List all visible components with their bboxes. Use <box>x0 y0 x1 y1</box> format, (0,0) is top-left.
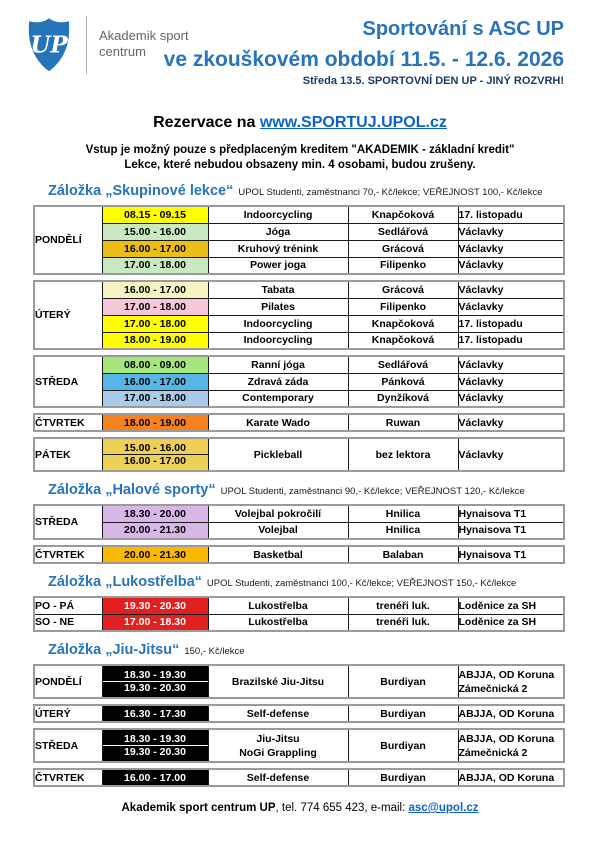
schedule-row <box>34 438 564 471</box>
time-cell <box>102 206 208 223</box>
day-cell: STŘEDA <box>34 729 102 762</box>
time-value: 20.00 - 21.30 <box>124 524 186 537</box>
time-value: 17.00 - 18.00 <box>124 259 186 272</box>
time-cell <box>102 546 208 563</box>
time-value: 16.00 - 17.00 <box>103 454 208 467</box>
time-cell <box>102 414 208 431</box>
time-value: 18.30 - 19.30 <box>124 733 186 745</box>
activity-cell: Pilates <box>208 298 348 315</box>
time-cell <box>102 505 208 522</box>
activity-cell: Volejbal pokročilí <box>208 505 348 522</box>
time-stack <box>103 392 208 404</box>
schedule-row <box>34 769 564 786</box>
time-stack <box>103 524 208 536</box>
time-stack <box>103 442 208 467</box>
time-value: 18.30 - 20.00 <box>124 507 186 520</box>
schedule-row <box>34 240 564 257</box>
day-cell: ÚTERÝ <box>34 281 102 349</box>
section-title-label: Záložka „Lukostřelba“ <box>48 574 202 590</box>
location-lines <box>459 732 564 760</box>
instructor-cell: Filipenko <box>348 298 458 315</box>
header <box>0 0 600 100</box>
time-value: 16.30 - 17.30 <box>124 707 186 720</box>
logo-text-line1: Akademik sport <box>99 28 189 43</box>
activity-cell: Lukostřelba <box>208 597 348 614</box>
schedule-table <box>33 355 565 408</box>
time-value: 08.00 - 09.00 <box>124 358 186 371</box>
schedule-row <box>34 257 564 274</box>
activity-cell: Zdravá záda <box>208 373 348 390</box>
condition-line1: Vstup je možný pouze s předplaceným kreditem "AKADEMIK - základní kredit" <box>85 144 515 156</box>
instructor-cell: Ruwan <box>348 414 458 431</box>
schedule-table <box>33 413 565 432</box>
location-cell: Václavky <box>458 373 564 390</box>
location-cell: Václavky <box>458 390 564 407</box>
time-value: 18.30 - 19.30 <box>124 669 186 681</box>
time-value: 17.00 - 18.00 <box>124 300 186 313</box>
schedule-table <box>33 437 565 472</box>
section-title-label: Záložka „Skupinové lekce“ <box>48 183 234 199</box>
time-value: 18.00 - 19.00 <box>124 416 186 429</box>
day-cell: PO - PÁ <box>34 597 102 614</box>
time-stack <box>103 733 208 758</box>
instructor-cell: Pánková <box>348 373 458 390</box>
location-cell: Loděnice za SH <box>458 597 564 614</box>
location-cell: Hynaisova T1 <box>458 505 564 522</box>
schedule-row <box>34 223 564 240</box>
instructor-cell: Burdiyan <box>348 705 458 722</box>
location-cell: 17. listopadu <box>458 332 564 349</box>
location-cell: Hynaisova T1 <box>458 546 564 563</box>
time-stack <box>103 772 208 784</box>
time-value: 19.30 - 20.30 <box>124 599 186 612</box>
schedule-row <box>34 390 564 407</box>
schedule-row <box>34 729 564 762</box>
activity-cell: Self-defense <box>208 705 348 722</box>
location-cell: ABJJA, OD Koruna <box>458 769 564 786</box>
section-price-note: UPOL Studenti, zaměstnanci 100,- Kč/lekce; VEŘEJNOST 150,- Kč/lekce <box>206 578 517 589</box>
sportuj-upol-link[interactable]: www.SPORTUJ.UPOL.cz <box>259 114 447 131</box>
footer-contact: , tel. 774 655 423, e-mail: <box>275 802 409 814</box>
schedule-row <box>34 373 564 390</box>
up-shield-icon <box>26 16 72 79</box>
location-cell: Hynaisova T1 <box>458 522 564 539</box>
time-cell <box>102 356 208 373</box>
time-cell <box>102 614 208 631</box>
instructor-cell: Burdiyan <box>348 769 458 786</box>
time-stack <box>103 549 208 561</box>
activity-line: NoGi Grappling <box>239 746 317 759</box>
time-cell <box>102 223 208 240</box>
time-stack <box>103 334 208 346</box>
section-title <box>48 641 600 659</box>
day-cell: ČTVRTEK <box>34 546 102 563</box>
condition-line2: Lekce, které nebudou obsazeny min. 4 osobami, budou zrušeny. <box>124 159 476 171</box>
logo-divider <box>86 16 87 74</box>
time-cell <box>102 257 208 274</box>
section-title-label: Záložka „Halové sporty“ <box>48 482 216 498</box>
time-value: 15.00 - 16.00 <box>124 225 186 238</box>
time-value: 08.15 - 09.15 <box>124 208 186 221</box>
sections <box>0 182 600 787</box>
activity-cell: Pickleball <box>208 438 348 471</box>
location-cell: 17. listopadu <box>458 315 564 332</box>
reservation-label: Rezervace na <box>153 114 260 131</box>
time-value: 18.00 - 19.00 <box>124 334 186 347</box>
day-cell: PONDĚLÍ <box>34 206 102 274</box>
instructor-cell: Filipenko <box>348 257 458 274</box>
day-cell: SO - NE <box>34 614 102 631</box>
schedule-table <box>33 280 565 350</box>
instructor-cell: trenéři luk. <box>348 597 458 614</box>
location-cell: Václavky <box>458 298 564 315</box>
schedule-row <box>34 705 564 722</box>
time-value: 19.30 - 20.30 <box>103 745 208 758</box>
time-value: 17.00 - 18.30 <box>124 616 186 629</box>
day-cell: PÁTEK <box>34 438 102 471</box>
time-stack <box>103 376 208 388</box>
time-stack <box>103 508 208 520</box>
activity-cell: Contemporary <box>208 390 348 407</box>
schedule-table <box>33 704 565 723</box>
time-cell <box>102 315 208 332</box>
location-cell: Václavky <box>458 414 564 431</box>
time-cell <box>102 281 208 298</box>
section-title <box>48 182 600 200</box>
time-cell <box>102 729 208 762</box>
time-stack <box>103 708 208 720</box>
time-cell <box>102 522 208 539</box>
schedule-row <box>34 614 564 631</box>
schedule-table <box>33 545 565 564</box>
schedule-row <box>34 356 564 373</box>
location-cell: Václavky <box>458 223 564 240</box>
activity-cell: Volejbal <box>208 522 348 539</box>
logo-text-line2: centrum <box>99 43 146 59</box>
section-price-note: UPOL Studenti, zaměstnanci 90,- Kč/lekce; VEŘEJNOST 120,- Kč/lekce <box>220 486 525 497</box>
location-cell: ABJJA, OD Koruna <box>458 705 564 722</box>
activity-cell: Indoorcycling <box>208 206 348 223</box>
footer-org-name: Akademik sport centrum UP <box>121 802 276 814</box>
instructor-cell: Burdiyan <box>348 665 458 698</box>
instructor-cell: Dynžíková <box>348 390 458 407</box>
time-cell <box>102 665 208 698</box>
schedule-row <box>34 315 564 332</box>
time-stack <box>103 359 208 371</box>
instructor-cell: Hnilica <box>348 505 458 522</box>
time-value: 19.30 - 20.30 <box>103 681 208 694</box>
time-stack <box>103 301 208 313</box>
section-price-note: 150,- Kč/lekce <box>184 646 245 657</box>
schedule-row <box>34 414 564 431</box>
conditions <box>0 143 600 173</box>
time-value: 16.00 - 17.00 <box>124 771 186 784</box>
instructor-cell: Knapčoková <box>348 206 458 223</box>
instructor-cell: Hnilica <box>348 522 458 539</box>
schedule-table <box>33 205 565 275</box>
activity-cell: Tabata <box>208 281 348 298</box>
time-stack <box>103 284 208 296</box>
time-value: 16.00 - 17.00 <box>124 375 186 388</box>
instructor-cell: Grácová <box>348 281 458 298</box>
logo-org-name <box>99 16 189 59</box>
instructor-cell: Knapčoková <box>348 315 458 332</box>
location-cell: Václavky <box>458 257 564 274</box>
time-stack <box>103 226 208 238</box>
time-stack <box>103 318 208 330</box>
instructor-cell: Sedlářová <box>348 223 458 240</box>
time-value: 16.00 - 17.00 <box>124 283 186 296</box>
page-title-line1: Sportování s ASC UP <box>362 18 564 40</box>
activity-cell: Brazilské Jiu-Jitsu <box>208 665 348 698</box>
location-line: Zámečnická 2 <box>458 682 528 695</box>
location-cell: Václavky <box>458 240 564 257</box>
activity-cell: Basketbal <box>208 546 348 563</box>
activity-cell: Lukostřelba <box>208 614 348 631</box>
schedule-table <box>33 664 565 699</box>
activity-cell: Indoorcycling <box>208 315 348 332</box>
section-price-note: UPOL Studenti, zaměstnanci 70,- Kč/lekce; VEŘEJNOST 100,- Kč/lekce <box>238 187 543 198</box>
schedule-table <box>33 768 565 787</box>
instructor-cell: bez lektora <box>348 438 458 471</box>
location-lines <box>459 668 564 696</box>
instructor-cell: Grácová <box>348 240 458 257</box>
university-logo <box>26 16 189 79</box>
location-cell: Václavky <box>458 438 564 471</box>
instructor-cell: Balaban <box>348 546 458 563</box>
time-cell <box>102 438 208 471</box>
schedule-row <box>34 332 564 349</box>
instructor-cell: Knapčoková <box>348 332 458 349</box>
schedule-table <box>33 728 565 763</box>
schedule-row <box>34 206 564 223</box>
day-cell: STŘEDA <box>34 356 102 407</box>
time-cell <box>102 769 208 786</box>
time-stack <box>103 616 208 628</box>
time-cell <box>102 705 208 722</box>
activity-cell: Ranní jóga <box>208 356 348 373</box>
schedule-row <box>34 546 564 563</box>
section-title <box>48 481 600 499</box>
time-stack <box>103 243 208 255</box>
instructor-cell: Burdiyan <box>348 729 458 762</box>
day-cell: ÚTERÝ <box>34 705 102 722</box>
instructor-cell: trenéři luk. <box>348 614 458 631</box>
schedule-row <box>34 281 564 298</box>
day-cell: STŘEDA <box>34 505 102 539</box>
time-value: 17.00 - 18.00 <box>124 392 186 405</box>
location-cell: Loděnice za SH <box>458 614 564 631</box>
schedule-table <box>33 596 565 632</box>
time-stack <box>103 600 208 612</box>
time-stack <box>103 669 208 694</box>
instructor-cell: Sedlářová <box>348 356 458 373</box>
time-cell <box>102 373 208 390</box>
activity-cell: Indoorcycling <box>208 332 348 349</box>
activity-cell: Karate Wado <box>208 414 348 431</box>
time-cell <box>102 597 208 614</box>
day-cell: PONDĚLÍ <box>34 665 102 698</box>
time-value: 15.00 - 16.00 <box>124 442 186 454</box>
day-cell: ČTVRTEK <box>34 769 102 786</box>
activity-line: Jiu-Jitsu <box>256 732 300 745</box>
time-value: 16.00 - 17.00 <box>124 242 186 255</box>
location-cell: 17. listopadu <box>458 206 564 223</box>
reservation-line <box>0 114 600 132</box>
page-title-line2: ve zkouškovém období 11.5. - 12.6. 2026 <box>163 48 564 71</box>
time-cell <box>102 298 208 315</box>
location-line: Zámečnická 2 <box>458 746 528 759</box>
location-cell <box>458 665 564 698</box>
time-cell <box>102 390 208 407</box>
time-cell <box>102 240 208 257</box>
time-stack <box>103 209 208 221</box>
activity-cell: Self-defense <box>208 769 348 786</box>
section-title <box>48 573 600 591</box>
schedule-row <box>34 597 564 614</box>
activity-lines <box>209 732 348 760</box>
schedule-row <box>34 505 564 522</box>
location-cell: Václavky <box>458 281 564 298</box>
day-cell: ČTVRTEK <box>34 414 102 431</box>
location-cell <box>458 729 564 762</box>
footer <box>0 802 600 814</box>
time-value: 17.00 - 18.00 <box>124 317 186 330</box>
time-cell <box>102 332 208 349</box>
sport-day-notice: Středa 13.5. SPORTOVNÍ DEN UP - JINÝ ROZVRH! <box>302 75 564 87</box>
schedule-row <box>34 522 564 539</box>
schedule-table <box>33 504 565 540</box>
activity-cell: Power joga <box>208 257 348 274</box>
location-line: ABJJA, OD Koruna <box>458 668 555 681</box>
time-value: 20.00 - 21.30 <box>124 548 186 561</box>
time-stack <box>103 259 208 271</box>
email-link[interactable]: asc@upol.cz <box>408 802 479 814</box>
location-line: ABJJA, OD Koruna <box>458 732 555 745</box>
activity-cell: Kruhový trénink <box>208 240 348 257</box>
svg-text:UP: UP <box>30 31 68 59</box>
section-title-label: Záložka „Jiu-Jitsu“ <box>48 642 180 658</box>
activity-cell: Jóga <box>208 223 348 240</box>
schedule-row <box>34 298 564 315</box>
time-stack <box>103 417 208 429</box>
activity-cell <box>208 729 348 762</box>
location-cell: Václavky <box>458 356 564 373</box>
schedule-row <box>34 665 564 698</box>
